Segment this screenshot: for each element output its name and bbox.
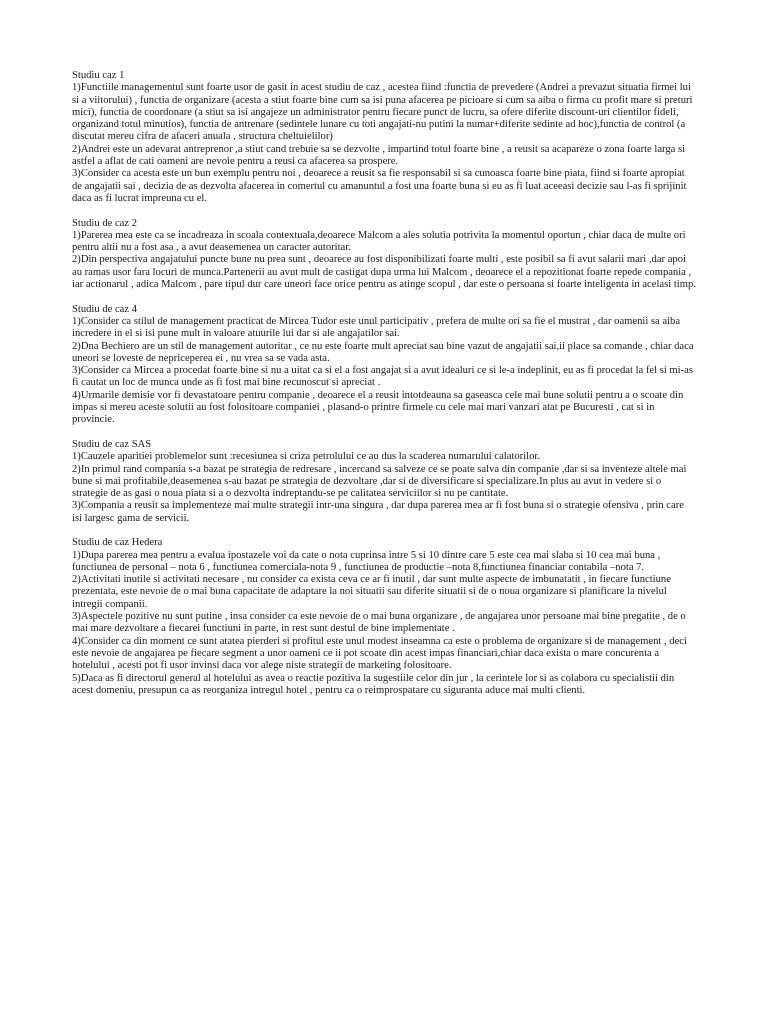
paragraph: 2)Andrei este un adevarat antreprenor ,a stiut cand trebuie sa se dezvolte , impartind totul foarte bine , a reusit sa acapareze o zona foarte larga si astfel a aflat de cati oameni are nevoie pentru a reusi ca afacerea sa prospere. bbox=[72, 143, 686, 168]
paragraph: 2)Din perspectiva angajatului puncte bune nu prea sunt , deoarece au fost disponibilizati foarte multi , este posibil sa fi avut salarii mari ,dar apoi au ramas usor fara locuri de munca.Partenerii au avut mult de castigat dupa urma lui Malcom , deoarece el a repozitionat foarte repede compania , iar actionarul , adica Malcom , pare tipul dur care uneori face orice pentru as atinge scopul , dar este o persoana si foarte inteligenta in acelasi timp. bbox=[72, 254, 696, 291]
paragraph: 5)Daca as fi directorul general al hotelului as avea o reactie pozitiva la sugestiile celor din jur , la cerintele lor si as colabora cu specialistii din acest domeniu, presupun ca as reorganiza intregul hotel , pentru ca o reimprospatare cu siguranta aduce mai multi clienti. bbox=[72, 672, 675, 696]
section-caz-1 bbox=[72, 70, 696, 205]
paragraph: 3)Consider ca Mircea a procedat foarte bine si nu a uitat ca si el a fost angajat si a avut idealuri ce si le-a indeplinit, eu as fi procedat la fel si mi-as fi cautat un loc de munca unde as fi fost mai bine recunoscut si apreciat . bbox=[72, 365, 693, 389]
paragraph: 1)Consider ca stilul de management practicat de Mircea Tudor este unul participativ , prefera de multe ori sa fie el mustrat , dar oamenii sa aiba incredere in el si isi pune mult in valoare atuurile lui dar si ale angajatilor sai. bbox=[72, 315, 681, 340]
paragraph: 1)Cauzele aparitiei problemelor sunt :recesiunea si criza petrolului ce au dus la scaderea numarului calatorilor. bbox=[72, 451, 540, 463]
paragraph: 2)Dna Bechiero are un stil de management autoritar , ce nu este foarte mult apreciat sau bine vazut de angajatii sai,ii place sa comande , chiar daca uneori se loveste de nepriceperea ei , nu vrea sa se vada asta. bbox=[72, 340, 694, 364]
document-page bbox=[72, 70, 696, 709]
section-caz-4 bbox=[72, 304, 696, 427]
paragraph: 3)Aspectele pozitive nu sunt putine , insa consider ca este nevoie de o mai buna organizare , de angajarea unor persoane mai bine pregatite , de o mai mare dezvoltare a fiecarei functiuni in parte, in rest sunt destul de bine implementate . bbox=[72, 611, 686, 635]
section-heading: Studiu caz 1 bbox=[72, 70, 125, 81]
paragraph: 4)Urmarile demisie vor fi devastatoare pentru companie , deoarece el a reusit intotdeauna sa gaseasca cele mai bune solutii pentru a o scoate din impas si mereu aceste solutii au fost folositoare companiei , plasand-o printre firmele cu cele mai mari vanzari atat pe Bucuresti , cat si in provincie. bbox=[72, 389, 684, 426]
section-heading: Studiu de caz Hedera bbox=[72, 537, 163, 549]
section-caz-2 bbox=[72, 218, 696, 292]
paragraph: 1)Functiile managementul sunt foarte usor de gasit in acest studiu de caz , acestea fiind :functia de prevedere (Andrei a prevazut situatia firmei lui si a viitorului) , functia de organizare (acesta a stiut foarte bine cum sa isi puna afacerea pe picioare si cum sa aiba o firma cu profit mare si preturi mici), functia de coordonare (a stiut sa isi angajeze un administrator pentru fiecare punct de lucru, sa ofere diferite discount-uri clientilor fideli, organizand totul minutios), functia de antrenare (sedintele lunare cu toti angajati-nu putini la numar+diferite sedinte ad hoc),functia de control (a discutat mereu cifra de afaceri anuala , structura cheltuielilor) bbox=[72, 82, 693, 143]
paragraph: 2)Activitati inutile si activitati necesare , nu consider ca exista ceva ce ar fi inutil , dar sunt multe aspecte de imbunatatit , in fiecare functiune prezentata, este nevoie de o mai buna capacitate de adaptare la noi situatii sau diferite situatii si de o noua organizare si planificare la nivelul intregii companii. bbox=[72, 574, 671, 610]
paragraph: 1)Parerea mea este ca se incadreaza in scoala contextuala,deoarece Malcom a ales solutia potrivita la momentul oportun , chiar daca de multe ori pentru altii nu a fost asa , a avut deasemenea un caracter autoritar. bbox=[72, 229, 686, 254]
paragraph: 2)In primul rand compania s-a bazat pe strategia de redresare , incercand sa salveze ce se poate salva din companie ,dar si sa inventeze altele mai bune si mai profitabile,deasemenea s-au bazat pe strategia de dezvoltare ,dar si de diversificare si specializare.In plus au avut in vedere si o strategie de as gasi o noua piata si a o dezvolta indreptandu-se pe calitatea serviciilor si nu pe cantitate. bbox=[72, 463, 687, 500]
paragraph: 3)Consider ca acesta este un bun exemplu pentru noi , deoarece a reusit sa fie responsabil si sa cunoasca foarte bine piata, fiind si foarte apropiat de angajatii sai , decizia de as dezvolta afacerea in comertul cu amanuntul a fost una foarte buna si eu as fi luat aceeasi decizie sau l-as fi sprijinit daca as fi lucrat impreuna cu el. bbox=[72, 168, 687, 204]
section-heading: Studiu de caz SAS bbox=[72, 438, 152, 450]
section-caz-hedera bbox=[72, 537, 696, 697]
paragraph: 1)Dupa parerea mea pentru a evalua ipostazele voi da cate o nota cuprinsa intre 5 si 10 dintre care 5 este cea mai slaba si 10 cea mai buna , functiunea de personal – nota 6 , functiunea comerciala-nota 9 , functiunea de productie –nota 8,functiunea financiar contabila –nota 7. bbox=[72, 549, 661, 573]
paragraph: 3)Compania a reusit sa implementeze mai multe strategii intr-una singura , dar dupa parerea mea ar fi fost buna si o strategie ofensiva , prin care isi largesc gama de servicii. bbox=[72, 500, 684, 524]
section-caz-sas bbox=[72, 439, 696, 525]
section-heading: Studiu de caz 2 bbox=[72, 217, 138, 229]
section-heading: Studiu de caz 4 bbox=[72, 303, 138, 315]
paragraph: 4)Consider ca din moment ce sunt atatea pierderi si profitul este unul modest inseamna ca este o problema de organizare si de management , deci este nevoie de angajarea pe fiecare segment a unor oameni ce ii pot scoate din acest impas financiari,chiar daca exista o mare concurenta a hotelului , acesti pot fi usor invinsi daca vor alege niste strategii de marketing folositoare. bbox=[72, 635, 687, 672]
